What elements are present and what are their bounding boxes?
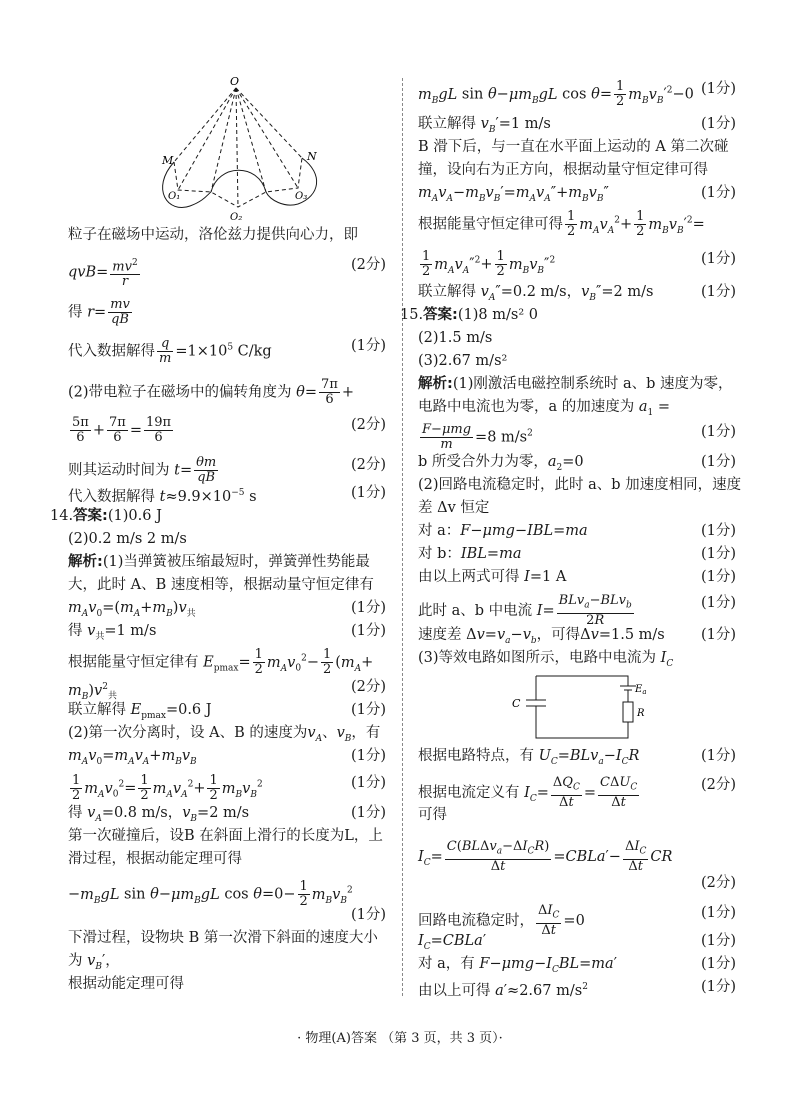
equation: $\frac{1}{2}$ $m_Av_0^2=$ $\frac{1}{2}$ $m_Av_A^2+$ $\frac{1}{2}$ $m_Bv_B^2$ (1分) <box>72 773 386 803</box>
text-line: 撞，设向右为正方向，根据动量守恒定律可得 <box>418 162 708 178</box>
points: (1分) <box>700 424 736 440</box>
label-emf: $E_a$ <box>635 684 647 696</box>
equation: $m_Av_A-m_Bv_B'=m_Av_A''+m_Bv_B''$ (1分) <box>418 185 736 204</box>
equation: $\frac{1}{2}$ $m_Av_A''^2+$ $\frac{1}{2}$ $m_Bv_B''^2$ (1分) <box>422 249 736 279</box>
text-line: 联立解得 <box>418 284 476 300</box>
text-line: 对 b： <box>418 546 461 562</box>
equation: 对 b：IBL=ma (1分) <box>418 546 736 562</box>
points: (1分) <box>350 748 386 764</box>
answer-text: (2)1.5 m/s <box>418 330 493 346</box>
points: (1分) <box>700 979 736 995</box>
equation: 则其运动时间为 t= $\frac{\theta m}{qB}$ (2分) <box>68 455 386 485</box>
equation: $\frac{\text{F−μmg}}{m}$ =8 $m/s^2$ (1分) <box>422 422 736 452</box>
text-line: (3)等效电路如图所示，电路中电流为 <box>418 650 657 666</box>
points: (1分) <box>350 623 386 639</box>
equation: 速度差 $\Delta v=v_a-v_b$，可得Δv=1.5 m/s (1分) <box>418 627 736 646</box>
equation: 联立解得 $E_{pmax}=0.6$ J (1分) <box>68 702 386 721</box>
page-footer: · 物理(A)答案 （第 3 页，共 3 页）· <box>297 1031 503 1046</box>
text-line: 根据电路特点，有 <box>418 748 534 764</box>
column-divider <box>402 78 403 996</box>
points: (1分) <box>700 185 736 201</box>
equation: (2)带电粒子在磁场中的偏转角度为 θ= $\frac{7\pi}{6}$ + <box>68 377 355 407</box>
equation: $I_C=$ $\frac{C(BL\Delta v_a-\Delta I_CR)}{\Delta t}$ =CBLa′− $\frac{\Delta I_C}{\Delta t}$ CR <box>418 839 673 874</box>
points: (1分) <box>700 523 736 539</box>
label-o: O <box>230 75 240 88</box>
text-line: 差 Δv 恒定 <box>418 500 490 516</box>
text-line: 第一次碰撞后，设B 在斜面上滑行的长度为L，上 <box>68 828 383 844</box>
answer-text: (2)0.2 m/s 2 m/s <box>68 531 187 547</box>
points: (1分) <box>700 905 736 921</box>
points: (1分) <box>700 546 736 562</box>
points: (1分) <box>350 702 386 718</box>
equation: 回路电流稳定时， $\frac{\Delta I_C}{\Delta t}$ =0 (1分) <box>418 903 736 938</box>
label-o2: O₂ <box>230 212 243 223</box>
text-line: 根据电流定义有 <box>418 784 520 801</box>
question-15-answer <box>400 306 538 324</box>
points: (1分) <box>700 748 736 764</box>
text-line: 根据能量守恒定律可得 <box>418 216 563 233</box>
analysis-label: 解析: <box>68 554 103 570</box>
equation: $\frac{5\pi}{6}$ + $\frac{7\pi}{6}$ = $\frac{19\pi}{6}$ (2分) <box>72 415 386 445</box>
text-line: (2)回路电流稳定时，此时 a、b 加速度相同，速度 <box>418 477 742 493</box>
points: (2分) <box>350 457 386 473</box>
answer-label: 答案: <box>73 508 108 524</box>
points: (2分) <box>350 417 386 433</box>
answer-text: (1)0.6 J <box>107 508 162 524</box>
text-line: 则其运动时间为 <box>68 462 170 479</box>
text-line: 由以上两式可得 <box>418 569 520 585</box>
points: (1分) <box>350 775 386 791</box>
equation: 根据电路特点，有 $U_C=BLv_a-I_CR$ (1分) <box>418 748 736 767</box>
text-line: 根据能量守恒定律有 <box>68 654 199 671</box>
equation: 根据电流定义有 $I_C=$ $\frac{\Delta Q_C}{\Delta t}$ = $\frac{C\Delta U_C}{\Delta t}$ (2分) <box>418 775 736 810</box>
label-n: N <box>307 150 317 163</box>
text-line: b 所受合外力为零， <box>418 454 548 470</box>
equation: (2)第一次分离时，设 A、B 的速度为$v_A$、$v_B$，有 <box>68 725 381 744</box>
points: (1分) <box>700 284 736 300</box>
points: (1分) <box>350 907 386 923</box>
answer-text: (3)2.67 m/s² <box>418 353 508 369</box>
magnetic-field-diagram <box>148 74 358 224</box>
label-m: M <box>162 154 174 167</box>
equation: b 所受合外力为零，$a_2=0$ (1分) <box>418 454 736 473</box>
points: (1分) <box>700 116 736 132</box>
equation: 根据能量守恒定律可得 $\frac{1}{2}$ $m_Av_A^2+$ $\frac{1}{2}$ $m_Bv_B'^2=$ <box>418 209 705 239</box>
question-14-answer <box>50 507 162 525</box>
text-line: 对 a： <box>418 523 461 539</box>
points: (1分) <box>350 805 386 821</box>
text-line: 为 <box>68 953 83 969</box>
text-line: 得 <box>68 805 83 821</box>
text-line: 回路电流稳定时， <box>418 912 534 929</box>
text-line: 粒子在磁场中运动，洛伦兹力提供向心力，即 <box>68 227 358 243</box>
equation: 代入数据解得 $t\approx 9.9\times 10^{-5}$ s (1分) <box>68 485 386 505</box>
equation: 对 a：F−μmg−IBL=ma (1分) <box>418 523 736 539</box>
text-line: 可得 <box>418 807 447 823</box>
answer-label: 答案: <box>423 307 458 323</box>
points: (1分) <box>700 81 736 97</box>
equation: $m_Av_0=m_Av_A+m_Bv_B$ (1分) <box>68 748 386 767</box>
text-line: 根据动能定理可得 <box>68 976 184 992</box>
equation: $I_C=CBLa'$ (1分) <box>418 933 736 952</box>
analysis-line: 解析:(1)刚激活电磁控制系统时 a、b 速度为零， <box>418 376 733 392</box>
points: (2分) <box>700 777 736 793</box>
text-line: 对 a，有 <box>418 956 475 972</box>
equivalent-circuit-diagram <box>508 672 648 744</box>
points: (1分) <box>700 956 736 972</box>
equation: 得 r= $\frac{mv}{qB}$ <box>68 297 130 327</box>
text-line: 联立解得 <box>418 116 476 132</box>
points: (1分) <box>700 933 736 949</box>
points: (1分) <box>350 485 386 501</box>
label-o3: O₃ <box>295 191 308 202</box>
equation: 得 $v_A=0.8$ m/s，$v_B=2$ m/s (1分) <box>68 805 386 824</box>
equation: $-m_BgL$ $\sin \theta-\mu m_BgL$ cos θ=0− $\frac{1}{2}$ $m_Bv_B^2$ <box>68 879 353 909</box>
points: (1分) <box>350 338 386 354</box>
label-capacitor: C <box>512 697 521 710</box>
equation: 电路中电流也为零，a 的加速度为 $a_1$ = <box>418 399 671 418</box>
text-line: 滑过程，根据动能定理可得 <box>68 851 242 867</box>
equation: 由以上可得 a′≈2.67 $m/s^2$ (1分) <box>418 979 736 999</box>
equation: 对 a，有 $F-\mu mg-I_CBL=ma'$ (1分) <box>418 956 736 975</box>
label-o1: O₁ <box>168 191 181 202</box>
question-number: 14. <box>50 508 74 524</box>
equation: 代入数据解得 $\frac{q}{m}$ $=1\times 10^5$ C/kg (1分) <box>68 336 386 366</box>
text-line: 代入数据解得 <box>68 343 155 360</box>
text-line: (2)带电粒子在磁场中的偏转角度为 <box>68 384 292 401</box>
text-line: 代入数据解得 <box>68 488 155 505</box>
equation: (3)等效电路如图所示，电路中电流为 $I_C$ <box>418 650 674 669</box>
equation: 联立解得 $v_B'=1$ m/s (1分) <box>418 116 736 135</box>
text-line: 由以上可得 <box>418 982 491 999</box>
equation: qvB= $\frac{mv^2}{r}$ (2分) <box>68 257 386 290</box>
points: (1分) <box>700 627 736 643</box>
equation: 此时 a、b 中电流 I= $\frac{BLv_a-BLv_b}{2R}$ (1分) <box>418 593 736 628</box>
equation: $m_Av_0=(m_A+m_B)v_共$ (1分) <box>68 600 386 619</box>
equation: 根据能量守恒定律有 $E_{pmax}=$ $\frac{1}{2}$ $m_Av_0^2-$ $\frac{1}{2}$ ($m_A+$ <box>68 647 374 677</box>
points: (1分) <box>700 595 736 611</box>
text-line: 下滑过程，设物块 B 第一次滑下斜面的速度大小 <box>68 930 378 946</box>
analysis-label: 解析: <box>418 376 453 392</box>
equation: $m_BgL$ $\sin \theta-\mu m_BgL$ cos θ= $\frac{1}{2}$ $m_Bv_B'^2-0$ (1分) <box>418 79 736 109</box>
points: (1分) <box>700 569 736 585</box>
equation: 联立解得 $v_A''=0.2$ m/s，$v_B''=2$ m/s (1分) <box>418 284 736 303</box>
equation: 得 $v_共=1$ m/s (1分) <box>68 623 386 642</box>
answer-text: (1)8 m/s² 0 <box>457 307 538 323</box>
text-line: 此时 a、b 中电流 <box>418 602 533 619</box>
points: (1分) <box>700 251 736 267</box>
points: (1分) <box>350 600 386 616</box>
text-line: 速度差 <box>418 627 462 643</box>
analysis-line: 解析:(1)当弹簧被压缩最短时，弹簧弹性势能最 <box>68 554 370 570</box>
points: (2分) <box>350 679 386 695</box>
text-line: 大，此时 A、B 速度相等，根据动量守恒定律有 <box>68 577 374 593</box>
points: (1分) <box>700 454 736 470</box>
points: (2分) <box>700 875 736 891</box>
question-number: 15. <box>400 307 424 323</box>
equation: 为 $v_B'$， <box>68 953 120 972</box>
equation: 由以上两式可得 I=1 A (1分) <box>418 569 736 585</box>
text-line: 联立解得 <box>68 702 126 718</box>
points: (2分) <box>350 257 386 273</box>
text-line: B 滑下后，与一直在水平面上运动的 A 第二次碰 <box>418 139 729 155</box>
text-line: (2)第一次分离时，设 A、B 的速度为 <box>68 725 308 741</box>
text-line: 电路中电流也为零，a 的加速度为 <box>418 399 635 415</box>
label-resistor: R <box>637 708 645 719</box>
equation: $m_B)v^2_共$ (2分) <box>68 679 386 702</box>
